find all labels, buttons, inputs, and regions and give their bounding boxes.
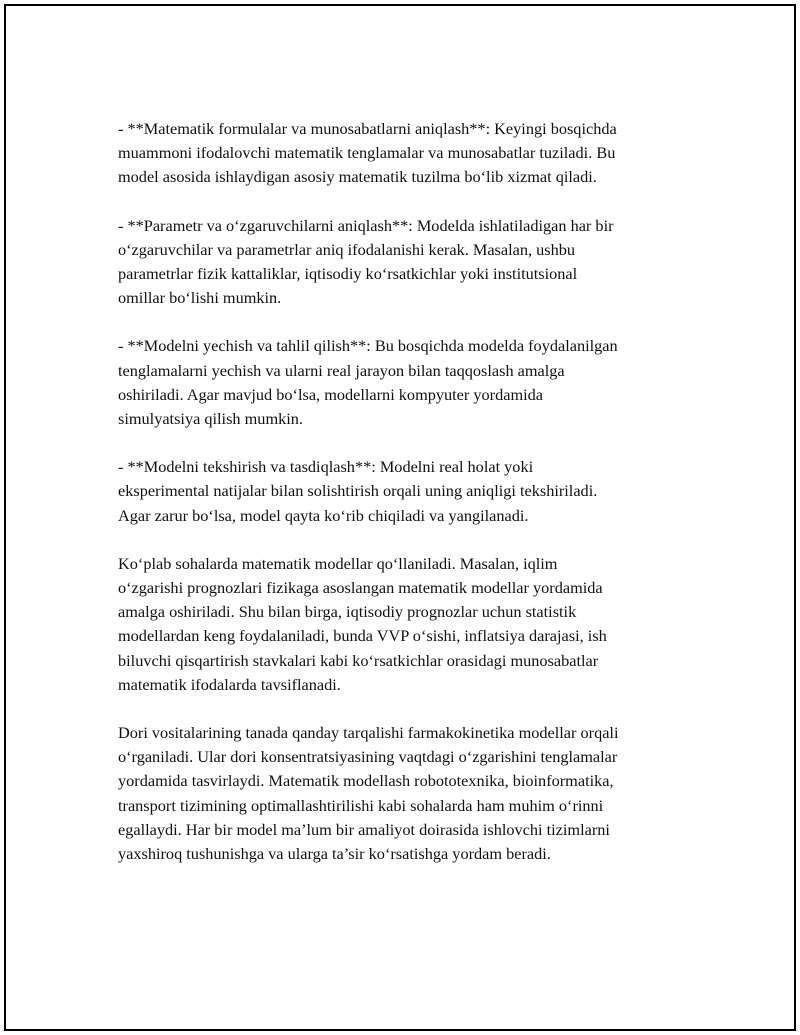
document-body: [118, 117, 698, 890]
paragraph-formulas: - **Matematik formulalar va munosabatlarni aniqlash**: Keyingi bosqichda muammoni ifodalovchi matematik tenglamalar va munosabatlar tuziladi. Bu model asosida ishlaydigan asosiy matematik tuzilma bo‘lib xizmat qiladi.: [118, 119, 617, 187]
paragraph-pharmacokinetics: Dori vositalarining tanada qanday tarqalishi farmakokinetika modellar orqali o‘rganiladi. Ular dori konsentratsiyasining vaqtdagi o‘zgarishini tenglamalar yordamida tasvirlaydi. Matematik modellash robototexnika, bioinformatika, transport tizimining optimallashtirilishi kabi sohalarda ham muhim o‘rinni egallaydi. Har bir model ma’lum bir amaliyot doirasida ishlovchi tizimlarni yaxshiroq tushunishga va ularga ta’sir ko‘rsatishga yordam beradi.: [118, 723, 619, 864]
paragraph-validation: - **Modelni tekshirish va tasdiqlash**: Modelni real holat yoki eksperimental natijalar bilan solishtirish orqali uning aniqligi tekshiriladi. Agar zarur bo‘lsa, model qayta ko‘rib chiqiladi va yangilanadi.: [118, 457, 598, 525]
paragraph-parameters: - **Parametr va o‘zgaruvchilarni aniqlash**: Modelda ishlatiladigan har bir o‘zgaruvchilar va parametrlar aniq ifodalanishi kerak. Masalan, ushbu parametrlar fizik kattaliklar, iqtisodiy ko‘rsatkichlar yoki institutsional omillar bo‘lishi mumkin.: [118, 215, 614, 308]
paragraph-applications: Ko‘plab sohalarda matematik modellar qo‘llaniladi. Masalan, iqlim o‘zgarishi prognozlari fizikaga asoslangan matematik modellar yordamida amalga oshiriladi. Shu bilan birga, iqtisodiy prognozlar uchun statistik modellardan keng foydalaniladi, bunda VVP o‘sishi, inflatsiya darajasi, ish biluvchi qisqartirish stavkalari kabi ko‘rsatkichlar orasidagi munosabatlar matematik ifodalarda tavsiflanadi.: [118, 553, 607, 694]
paragraph-solving: - **Modelni yechish va tahlil qilish**: Bu bosqichda modelda foydalanilgan tenglamalarni yechish va ularni real jarayon bilan taqqoslash amalga oshiriladi. Agar mavjud bo‘lsa, modellarni kompyuter yordamida simulyatsiya qilish mumkin.: [118, 336, 618, 429]
